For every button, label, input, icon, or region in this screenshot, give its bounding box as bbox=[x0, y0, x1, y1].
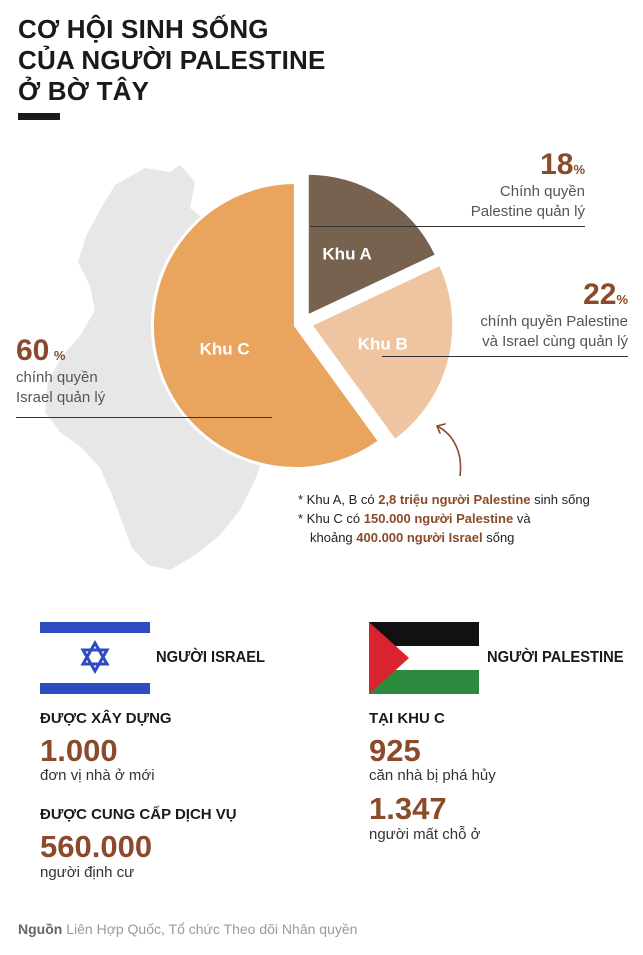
title-underline bbox=[18, 113, 60, 120]
khu-a-percent-sign: % bbox=[573, 162, 585, 177]
title-line-1: CƠ HỘI SINH SỐNG bbox=[18, 14, 269, 44]
annotation-khu-b bbox=[440, 278, 628, 352]
khu-b-desc-line-2: và Israel cùng quản lý bbox=[482, 333, 628, 350]
khu-a-percent: 18 bbox=[540, 148, 574, 181]
note-3-text: khoảng bbox=[310, 530, 357, 545]
page-title bbox=[18, 14, 326, 107]
palestine-desc-2: người mất chỗ ở bbox=[369, 826, 481, 843]
curved-arrow-icon bbox=[425, 412, 475, 482]
palestine-desc-1: căn nhà bị phá hủy bbox=[369, 767, 496, 784]
israel-flag-icon bbox=[40, 622, 150, 694]
palestine-label: NGƯỜI PALESTINE bbox=[487, 649, 624, 666]
khu-c-percent: 60 bbox=[16, 334, 50, 367]
israel-desc-1: đơn vị nhà ở mới bbox=[40, 767, 155, 784]
note-1-text-end: sinh sống bbox=[530, 492, 590, 507]
annotation-khu-a bbox=[420, 148, 585, 222]
palestine-flag-icon bbox=[369, 622, 479, 694]
pie-label-khu-a: Khu A bbox=[322, 244, 372, 264]
note-3-highlight: 400.000 người Israel bbox=[356, 530, 483, 545]
khu-b-percent: 22 bbox=[583, 278, 617, 311]
khu-c-percent-sign: % bbox=[53, 348, 66, 363]
khu-a-leader-line bbox=[310, 226, 585, 227]
israel-value-1: 1.000 bbox=[40, 733, 118, 768]
note-2-text: * Khu C có bbox=[298, 511, 364, 526]
israel-heading-2: ĐƯỢC CUNG CẤP DỊCH VỤ bbox=[40, 806, 237, 823]
israel-value-2: 560.000 bbox=[40, 829, 153, 864]
pie-label-khu-b: Khu B bbox=[357, 334, 408, 354]
khu-c-desc-line-1: chính quyền bbox=[16, 369, 98, 386]
source-text: Liên Hợp Quốc, Tổ chức Theo dõi Nhân quyền bbox=[66, 921, 358, 937]
palestine-value-1: 925 bbox=[369, 733, 421, 768]
khu-c-desc-line-2: Israel quản lý bbox=[16, 389, 106, 406]
pie-label-khu-c: Khu C bbox=[199, 339, 250, 359]
khu-a-desc-line-2: Palestine quản lý bbox=[470, 203, 585, 220]
source-credit bbox=[18, 921, 357, 937]
khu-b-leader-line bbox=[382, 356, 628, 357]
annotation-khu-c bbox=[16, 334, 166, 408]
palestine-value-2: 1.347 bbox=[369, 791, 447, 826]
notes-block bbox=[298, 490, 590, 547]
title-line-3: Ở BỜ TÂY bbox=[18, 76, 150, 106]
israel-heading-1: ĐƯỢC XÂY DỰNG bbox=[40, 710, 172, 727]
palestine-heading-1: TẠI KHU C bbox=[369, 710, 445, 727]
israel-desc-2: người định cư bbox=[40, 864, 135, 881]
khu-a-desc-line-1: Chính quyền bbox=[499, 183, 585, 200]
khu-b-percent-sign: % bbox=[616, 292, 628, 307]
note-line-1 bbox=[298, 490, 590, 509]
note-3-text-end: sống bbox=[482, 530, 515, 545]
khu-b-desc-line-1: chính quyền Palestine bbox=[480, 313, 628, 330]
note-line-2 bbox=[298, 509, 590, 528]
note-1-text: * Khu A, B có bbox=[298, 492, 379, 507]
source-label: Nguồn bbox=[18, 921, 63, 937]
note-2-text-end: và bbox=[513, 511, 531, 526]
note-line-3 bbox=[298, 528, 590, 547]
note-2-highlight: 150.000 người Palestine bbox=[363, 511, 514, 526]
title-line-2: CỦA NGƯỜI PALESTINE bbox=[18, 45, 326, 75]
israel-label: NGƯỜI ISRAEL bbox=[156, 649, 266, 666]
pie-chart bbox=[150, 165, 460, 485]
note-1-highlight: 2,8 triệu người Palestine bbox=[378, 492, 531, 507]
khu-c-leader-line bbox=[16, 417, 272, 418]
